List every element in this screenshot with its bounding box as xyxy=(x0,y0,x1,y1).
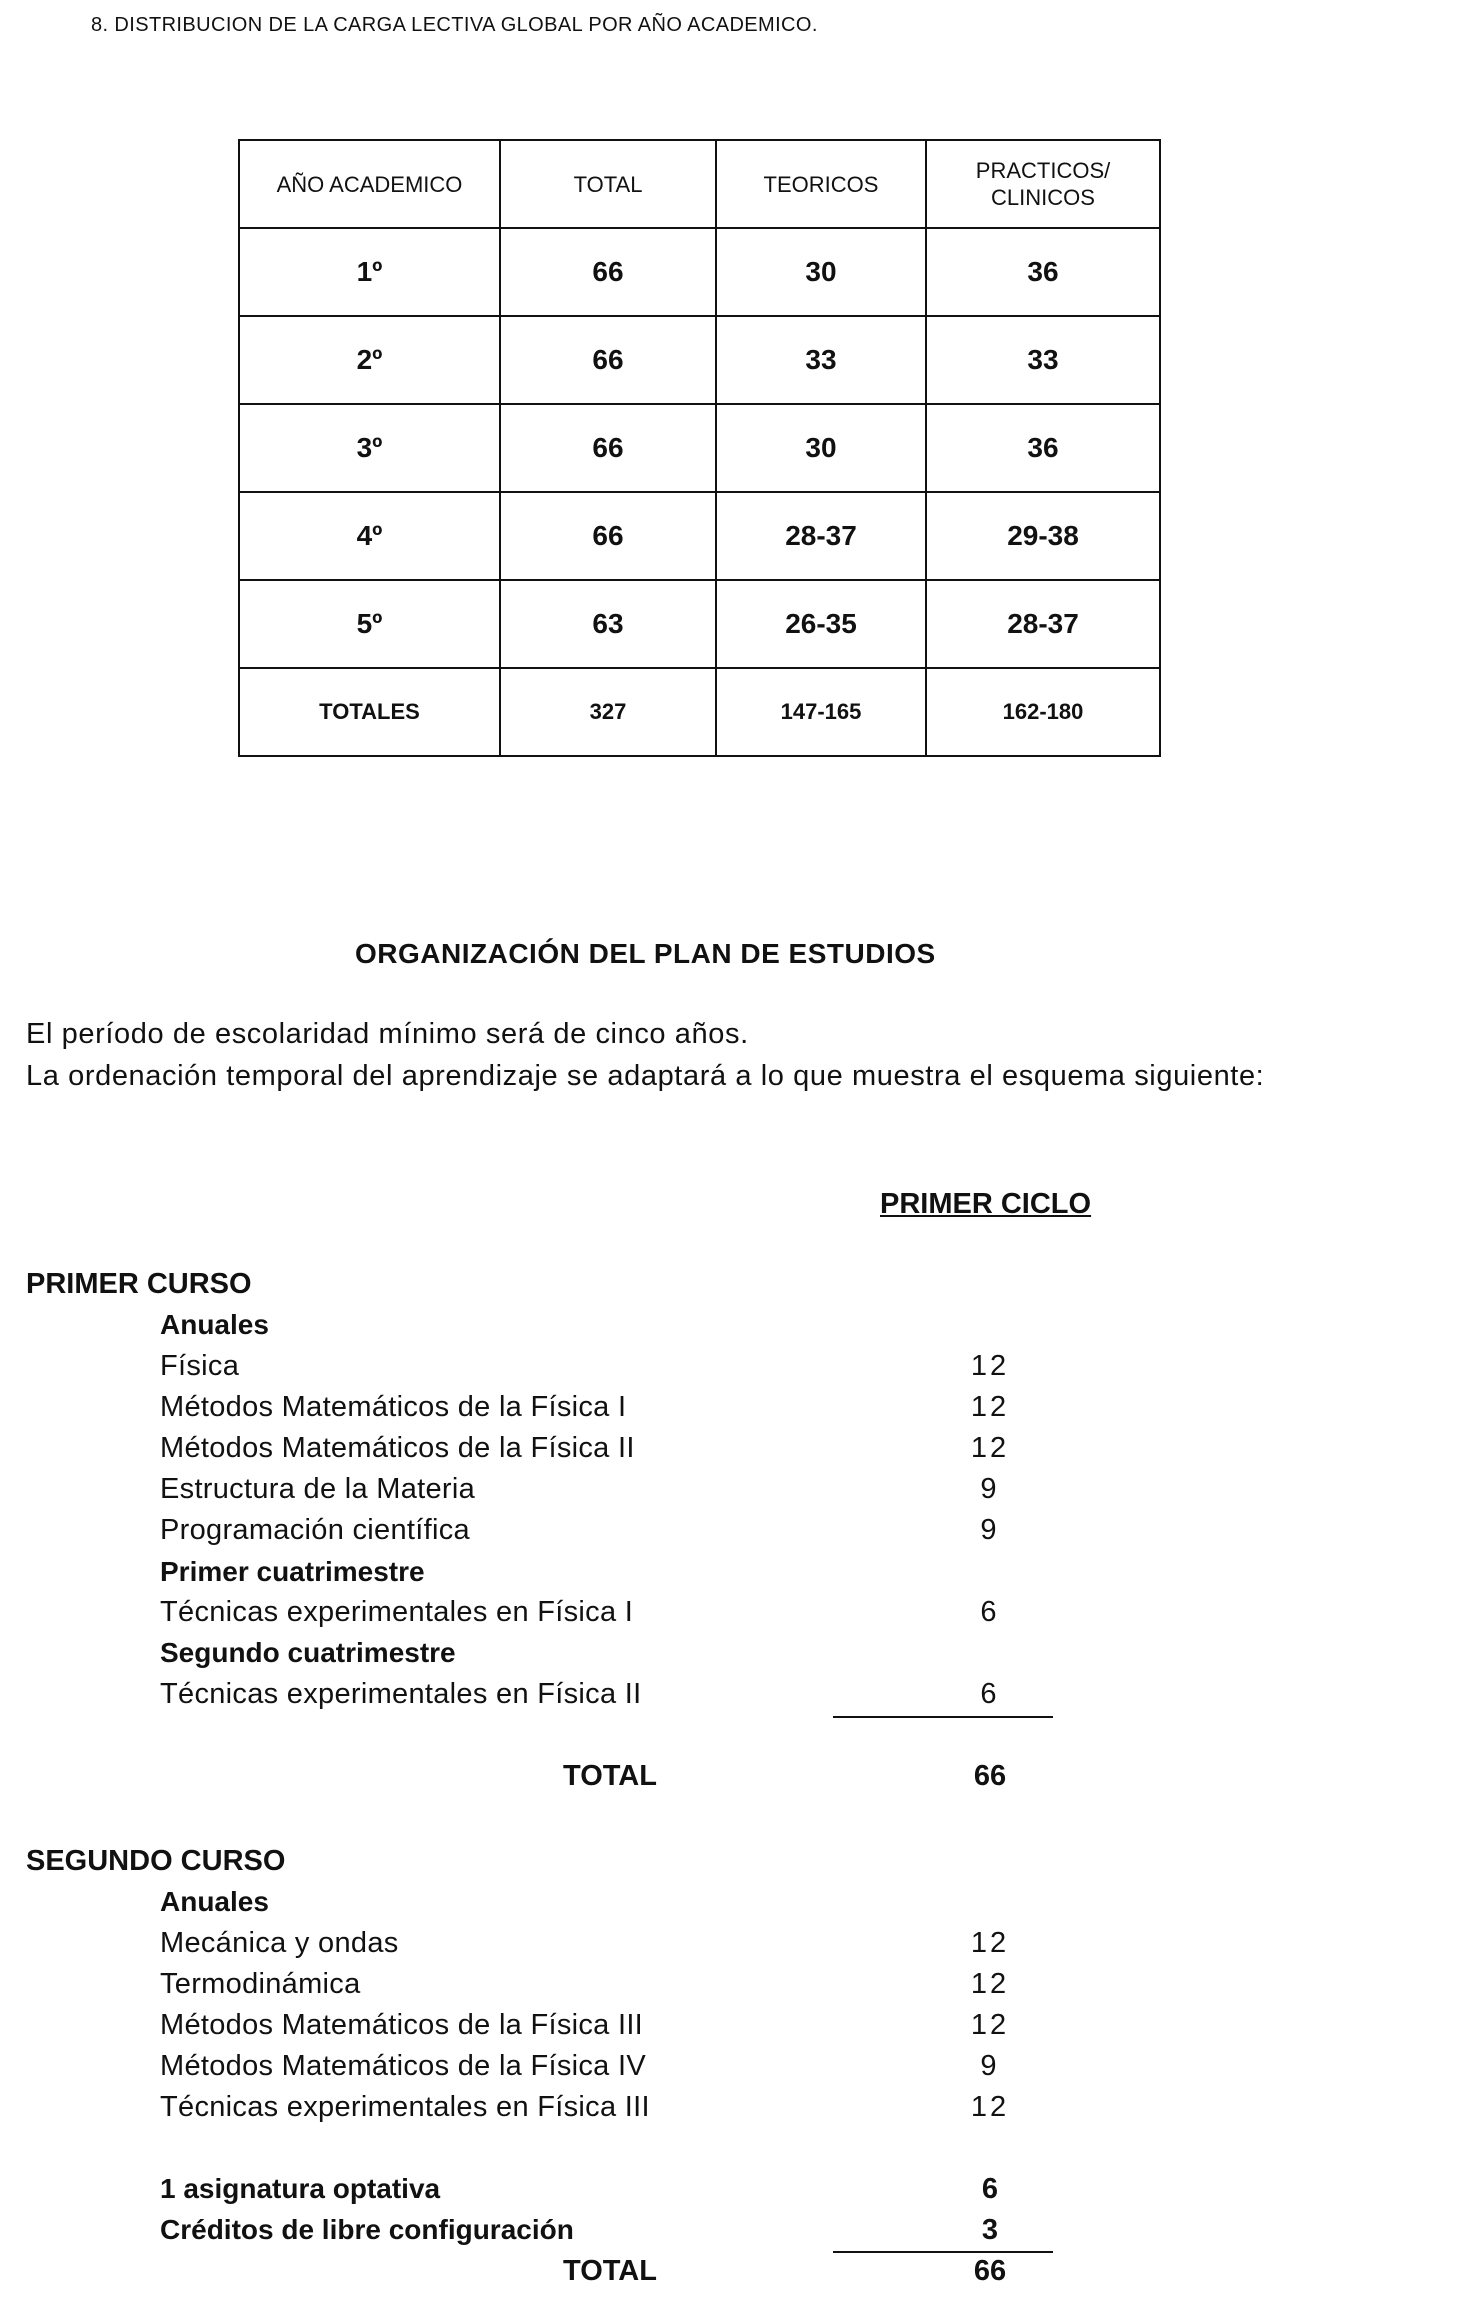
cell-total: 66 xyxy=(500,492,716,580)
optional-subject-credits: 6 xyxy=(981,2173,999,2205)
cell-total: 66 xyxy=(500,316,716,404)
cell-year: 2º xyxy=(239,316,500,404)
sum-rule xyxy=(833,1716,1053,1718)
table-row xyxy=(239,404,1160,492)
cell-theory: 26-35 xyxy=(716,580,926,668)
subject-credits: 12 xyxy=(970,1968,1010,2000)
subject-credits: 12 xyxy=(970,1927,1010,1959)
subject-credits: 12 xyxy=(970,1391,1010,1423)
subject-name: Métodos Matemáticos de la Física III xyxy=(160,2009,644,2041)
cell-year: 1º xyxy=(239,228,500,316)
first-semester-label: Primer cuatrimestre xyxy=(160,1556,425,1587)
cell-total: 63 xyxy=(500,580,716,668)
first-year-annual-label: Anuales xyxy=(160,1309,269,1340)
cell-totals-label: TOTALES xyxy=(239,668,500,756)
second-year-heading: SEGUNDO CURSO xyxy=(26,1845,286,1877)
second-semester-label: Segundo cuatrimestre xyxy=(160,1637,456,1668)
cell-year: 5º xyxy=(239,580,500,668)
subject-name: Termodinámica xyxy=(160,1968,361,2000)
subject-credits: 12 xyxy=(970,2009,1010,2041)
cell-totals-practical: 162-180 xyxy=(926,668,1160,756)
cell-year: 3º xyxy=(239,404,500,492)
free-credits-value: 3 xyxy=(981,2214,999,2246)
header-theory: TEORICOS xyxy=(716,140,926,228)
load-distribution-table xyxy=(238,139,1161,757)
cell-theory: 28-37 xyxy=(716,492,926,580)
subject-name: Métodos Matemáticos de la Física IV xyxy=(160,2050,646,2082)
cell-practical: 33 xyxy=(926,316,1160,404)
second-year-total: 66 xyxy=(973,2255,1007,2287)
optional-subject-label: 1 asignatura optativa xyxy=(160,2173,441,2204)
table-header-row xyxy=(239,140,1160,228)
subject-credits: 9 xyxy=(980,2050,1000,2082)
subject-credits: 12 xyxy=(970,1350,1010,1382)
cell-totals-theory: 147-165 xyxy=(716,668,926,756)
subject-name: Técnicas experimentales en Física III xyxy=(160,2091,650,2123)
second-year-total-label: TOTAL xyxy=(563,2255,657,2287)
subject-name: Estructura de la Materia xyxy=(160,1473,476,1505)
subject-credits: 12 xyxy=(970,1432,1010,1464)
table-totals-row xyxy=(239,668,1160,756)
sum-rule xyxy=(833,2251,1053,2253)
section-title: 8. DISTRIBUCION DE LA CARGA LECTIVA GLOBAL POR AÑO ACADEMICO. xyxy=(91,14,818,36)
cell-theory: 30 xyxy=(716,228,926,316)
table-row xyxy=(239,228,1160,316)
header-year: AÑO ACADEMICO xyxy=(239,140,500,228)
cell-total: 66 xyxy=(500,228,716,316)
paragraph-ordering: La ordenación temporal del aprendizaje se adaptará a lo que muestra el esquema siguiente: xyxy=(26,1060,1265,1092)
subject-name: Métodos Matemáticos de la Física I xyxy=(160,1391,627,1423)
paragraph-min-period: El período de escolaridad mínimo será de cinco años. xyxy=(26,1018,749,1050)
cell-theory: 30 xyxy=(716,404,926,492)
subject-name: Mecánica y ondas xyxy=(160,1927,399,1959)
subject-name: Técnicas experimentales en Física II xyxy=(160,1678,642,1710)
first-year-heading: PRIMER CURSO xyxy=(26,1268,252,1300)
subject-name: Física xyxy=(160,1350,240,1382)
cell-total: 66 xyxy=(500,404,716,492)
cycle-heading: PRIMER CICLO xyxy=(880,1188,1092,1220)
table-row xyxy=(239,316,1160,404)
subject-name: Programación científica xyxy=(160,1514,470,1546)
cell-practical: 28-37 xyxy=(926,580,1160,668)
table-row xyxy=(239,492,1160,580)
header-total: TOTAL xyxy=(500,140,716,228)
header-practical: PRACTICOS/ CLINICOS xyxy=(926,140,1160,228)
cell-practical: 36 xyxy=(926,228,1160,316)
subject-credits: 9 xyxy=(980,1473,1000,1505)
cell-year: 4º xyxy=(239,492,500,580)
cell-practical: 29-38 xyxy=(926,492,1160,580)
first-year-total-label: TOTAL xyxy=(563,1760,657,1792)
cell-practical: 36 xyxy=(926,404,1160,492)
first-year-total: 66 xyxy=(973,1760,1007,1792)
subject-name: Métodos Matemáticos de la Física II xyxy=(160,1432,635,1464)
second-year-annual-label: Anuales xyxy=(160,1886,269,1917)
cell-theory: 33 xyxy=(716,316,926,404)
subject-credits: 6 xyxy=(980,1678,1000,1710)
subject-credits: 6 xyxy=(980,1596,1000,1628)
subject-credits: 9 xyxy=(980,1514,1000,1546)
cell-totals-total: 327 xyxy=(500,668,716,756)
subject-credits: 12 xyxy=(970,2091,1010,2123)
subject-name: Técnicas experimentales en Física I xyxy=(160,1596,634,1628)
table-row xyxy=(239,580,1160,668)
free-credits-label: Créditos de libre configuración xyxy=(160,2214,574,2245)
organization-title: ORGANIZACIÓN DEL PLAN DE ESTUDIOS xyxy=(355,938,936,969)
